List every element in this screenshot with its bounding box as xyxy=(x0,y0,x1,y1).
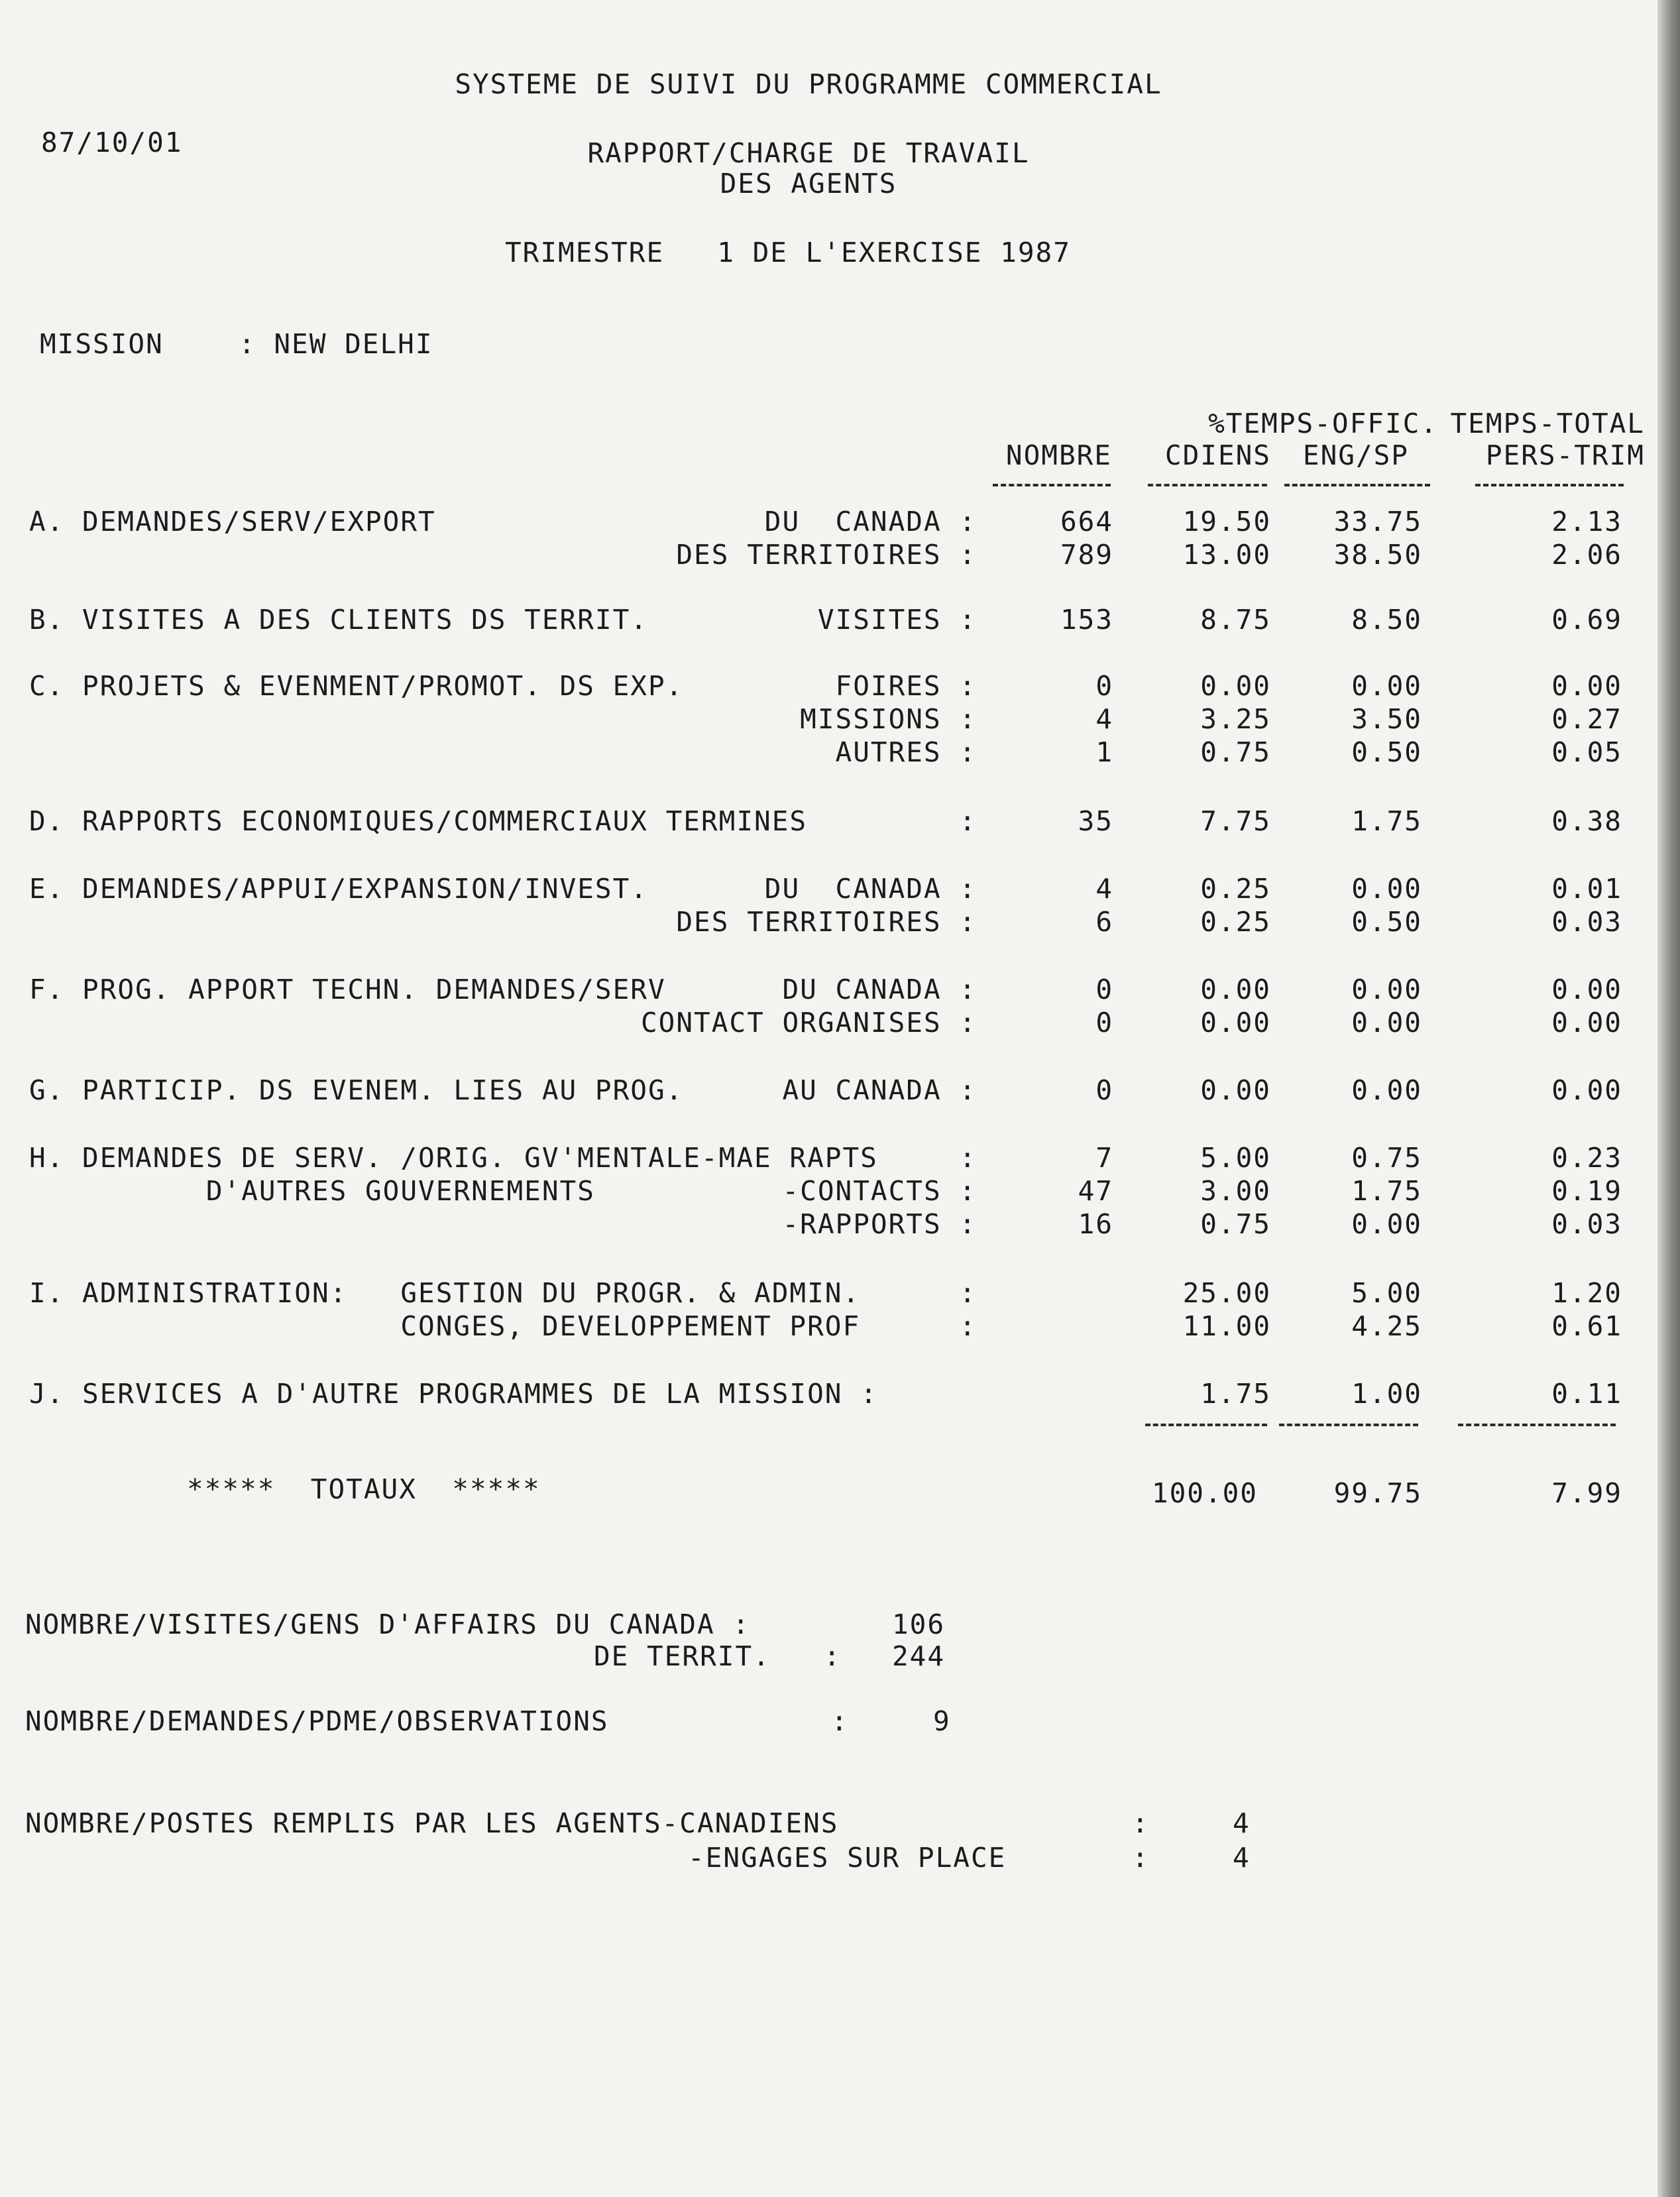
row-sub-label: DU CANADA : xyxy=(764,506,977,537)
row-sub-label: AU CANADA : xyxy=(782,1074,977,1106)
row-nombre: 0 xyxy=(1095,670,1113,702)
engages-label: -ENGAGES SUR PLACE xyxy=(688,1842,1007,1874)
row-pers-trim: 0.01 xyxy=(1551,873,1622,905)
row-cdiens: 5.00 xyxy=(1200,1142,1271,1174)
row-cdiens: 0.25 xyxy=(1200,873,1271,905)
postes-label: NOMBRE/POSTES REMPLIS PAR LES AGENTS-CANADIENS xyxy=(25,1807,839,1839)
totals-pers: 7.99 xyxy=(1551,1477,1622,1509)
row-sub-label: : xyxy=(959,805,977,837)
row-pers-trim: 0.19 xyxy=(1551,1175,1622,1207)
row-cdiens: 13.00 xyxy=(1182,539,1271,571)
row-sub-label: DU CANADA : xyxy=(782,974,977,1005)
row-sub-label: MISSIONS : xyxy=(800,703,977,735)
row-section-label: G. PARTICIP. DS EVENEM. LIES AU PROG. xyxy=(29,1074,684,1106)
row-engsp: 1.75 xyxy=(1351,1175,1422,1207)
mission-value: : NEW DELHI xyxy=(239,328,433,360)
row-nombre: 0 xyxy=(1095,1007,1113,1039)
row-nombre: 664 xyxy=(1060,506,1113,537)
row-pers-trim: 0.00 xyxy=(1551,1007,1622,1039)
row-nombre: 1 xyxy=(1095,736,1113,768)
row-cdiens: 1.75 xyxy=(1200,1378,1271,1410)
row-section-label: F. PROG. APPORT TECHN. DEMANDES/SERV xyxy=(29,974,666,1005)
row-pers-trim: 0.23 xyxy=(1551,1142,1622,1174)
row-pers-trim: 1.20 xyxy=(1551,1277,1622,1309)
visits-canada-label: NOMBRE/VISITES/GENS D'AFFAIRS DU CANADA : xyxy=(25,1608,751,1640)
postes-value-1: 4 xyxy=(1233,1807,1251,1839)
row-section-label: CONGES, DEVELOPPEMENT PROF xyxy=(29,1310,861,1342)
row-section-label: H. DEMANDES DE SERV. /ORIG. GV'MENTALE-MAE RAPTS xyxy=(29,1142,878,1174)
row-cdiens: 0.00 xyxy=(1200,1074,1271,1106)
row-pers-trim: 0.11 xyxy=(1551,1378,1622,1410)
row-engsp: 0.00 xyxy=(1351,1007,1422,1039)
row-engsp: 4.25 xyxy=(1351,1310,1422,1342)
header-underline-nombre xyxy=(993,484,1111,486)
demandes-colon: : xyxy=(831,1705,849,1737)
row-engsp: 3.50 xyxy=(1351,703,1422,735)
col-header-cdiens: CDIENS xyxy=(1164,439,1271,471)
header-underline-cdiens xyxy=(1148,484,1267,486)
row-nombre: 4 xyxy=(1095,703,1113,735)
trimester-line: TRIMESTRE 1 DE L'EXERCISE 1987 xyxy=(505,237,1071,268)
row-section-label: D'AUTRES GOUVERNEMENTS xyxy=(29,1175,595,1207)
col-header-temps-offic: %TEMPS-OFFIC. xyxy=(1208,408,1438,439)
row-engsp: 0.00 xyxy=(1351,1208,1422,1240)
row-section-label: I. ADMINISTRATION: GESTION DU PROGR. & ADMIN. xyxy=(29,1277,861,1309)
row-cdiens: 0.00 xyxy=(1200,1007,1271,1039)
row-sub-label: -RAPPORTS : xyxy=(782,1208,977,1240)
row-section-label: E. DEMANDES/APPUI/EXPANSION/INVEST. xyxy=(29,873,648,905)
col-header-temps-total: TEMPS-TOTAL xyxy=(1450,408,1645,439)
row-engsp: 5.00 xyxy=(1351,1277,1422,1309)
row-sub-label: DU CANADA : xyxy=(764,873,977,905)
visits-territ-label: DE TERRIT. : xyxy=(594,1640,842,1672)
row-nombre: 16 xyxy=(1078,1208,1113,1240)
total-rule-engsp xyxy=(1279,1424,1418,1426)
row-pers-trim: 0.00 xyxy=(1551,1074,1622,1106)
row-nombre: 7 xyxy=(1095,1142,1113,1174)
row-engsp: 0.50 xyxy=(1351,906,1422,938)
page-edge-shadow xyxy=(1657,0,1680,2197)
col-header-nombre: NOMBRE xyxy=(1005,439,1112,471)
col-header-pers-trim: PERS-TRIM xyxy=(1485,439,1645,471)
row-pers-trim: 0.61 xyxy=(1551,1310,1622,1342)
row-cdiens: 0.75 xyxy=(1200,736,1271,768)
row-cdiens: 0.00 xyxy=(1200,974,1271,1005)
row-pers-trim: 0.69 xyxy=(1551,604,1622,636)
row-sub-label: DES TERRITOIRES : xyxy=(676,906,977,938)
row-engsp: 0.50 xyxy=(1351,736,1422,768)
postes-colon-2: : xyxy=(1132,1842,1150,1874)
row-nombre: 0 xyxy=(1095,1074,1113,1106)
row-sub-label: AUTRES : xyxy=(835,736,977,768)
report-title-line1: RAPPORT/CHARGE DE TRAVAIL xyxy=(587,137,1030,169)
row-cdiens: 0.75 xyxy=(1200,1208,1271,1240)
row-nombre: 47 xyxy=(1078,1175,1113,1207)
row-pers-trim: 0.05 xyxy=(1551,736,1622,768)
demandes-value: 9 xyxy=(933,1705,951,1737)
row-pers-trim: 0.00 xyxy=(1551,974,1622,1005)
row-sub-label: DES TERRITOIRES : xyxy=(676,539,977,571)
row-nombre: 4 xyxy=(1095,873,1113,905)
row-sub-label: : xyxy=(959,1142,977,1174)
row-engsp: 1.00 xyxy=(1351,1378,1422,1410)
row-nombre: 35 xyxy=(1078,805,1113,837)
row-cdiens: 11.00 xyxy=(1182,1310,1271,1342)
row-sub-label: -CONTACTS : xyxy=(782,1175,977,1207)
row-nombre: 153 xyxy=(1060,604,1113,636)
row-cdiens: 0.25 xyxy=(1200,906,1271,938)
postes-value-2: 4 xyxy=(1233,1842,1251,1874)
col-header-engsp: ENG/SP xyxy=(1302,439,1409,471)
row-sub-label: VISITES : xyxy=(817,604,977,636)
totals-engsp: 99.75 xyxy=(1333,1477,1422,1509)
row-nombre: 0 xyxy=(1095,974,1113,1005)
row-sub-label: : xyxy=(959,1277,977,1309)
row-nombre: 6 xyxy=(1095,906,1113,938)
demandes-label: NOMBRE/DEMANDES/PDME/OBSERVATIONS xyxy=(25,1705,609,1737)
header-underline-engsp xyxy=(1284,484,1430,486)
row-section-label: B. VISITES A DES CLIENTS DS TERRIT. xyxy=(29,604,648,636)
report-date: 87/10/01 xyxy=(41,127,183,158)
report-title-line2: DES AGENTS xyxy=(720,168,897,199)
row-engsp: 0.00 xyxy=(1351,1074,1422,1106)
row-cdiens: 3.00 xyxy=(1200,1175,1271,1207)
row-nombre: 789 xyxy=(1060,539,1113,571)
row-cdiens: 8.75 xyxy=(1200,604,1271,636)
row-engsp: 0.75 xyxy=(1351,1142,1422,1174)
row-engsp: 8.50 xyxy=(1351,604,1422,636)
totals-label: ***** TOTAUX ***** xyxy=(187,1473,541,1505)
row-pers-trim: 0.27 xyxy=(1551,703,1622,735)
row-cdiens: 25.00 xyxy=(1182,1277,1271,1309)
postes-colon-1: : xyxy=(1132,1807,1150,1839)
visits-territ-value: 244 xyxy=(892,1640,946,1672)
row-sub-label: FOIRES : xyxy=(835,670,977,702)
row-section-label: A. DEMANDES/SERV/EXPORT xyxy=(29,506,436,537)
total-rule-pers xyxy=(1458,1424,1616,1426)
row-engsp: 38.50 xyxy=(1333,539,1422,571)
total-rule-cdiens xyxy=(1145,1424,1267,1426)
row-engsp: 0.00 xyxy=(1351,873,1422,905)
header-underline-pers xyxy=(1475,484,1624,486)
row-engsp: 33.75 xyxy=(1333,506,1422,537)
row-pers-trim: 0.03 xyxy=(1551,1208,1622,1240)
row-engsp: 1.75 xyxy=(1351,805,1422,837)
row-engsp: 0.00 xyxy=(1351,974,1422,1005)
mission-label: MISSION xyxy=(40,328,164,360)
row-cdiens: 7.75 xyxy=(1200,805,1271,837)
row-pers-trim: 0.00 xyxy=(1551,670,1622,702)
row-sub-label: CONTACT ORGANISES : xyxy=(641,1007,977,1039)
row-section-label: C. PROJETS & EVENMENT/PROMOT. DS EXP. xyxy=(29,670,684,702)
row-engsp: 0.00 xyxy=(1351,670,1422,702)
row-sub-label: : xyxy=(959,1310,977,1342)
row-pers-trim: 2.06 xyxy=(1551,539,1622,571)
row-cdiens: 3.25 xyxy=(1200,703,1271,735)
row-pers-trim: 2.13 xyxy=(1551,506,1622,537)
row-pers-trim: 0.03 xyxy=(1551,906,1622,938)
visits-canada-value: 106 xyxy=(892,1608,946,1640)
totals-cdiens: 100.00 xyxy=(1151,1477,1258,1509)
row-section-label: J. SERVICES A D'AUTRE PROGRAMMES DE LA MISSION : xyxy=(29,1378,878,1410)
row-cdiens: 0.00 xyxy=(1200,670,1271,702)
system-title: SYSTEME DE SUIVI DU PROGRAMME COMMERCIAL xyxy=(455,68,1162,100)
row-pers-trim: 0.38 xyxy=(1551,805,1622,837)
row-cdiens: 19.50 xyxy=(1182,506,1271,537)
row-section-label: D. RAPPORTS ECONOMIQUES/COMMERCIAUX TERMINES xyxy=(29,805,808,837)
